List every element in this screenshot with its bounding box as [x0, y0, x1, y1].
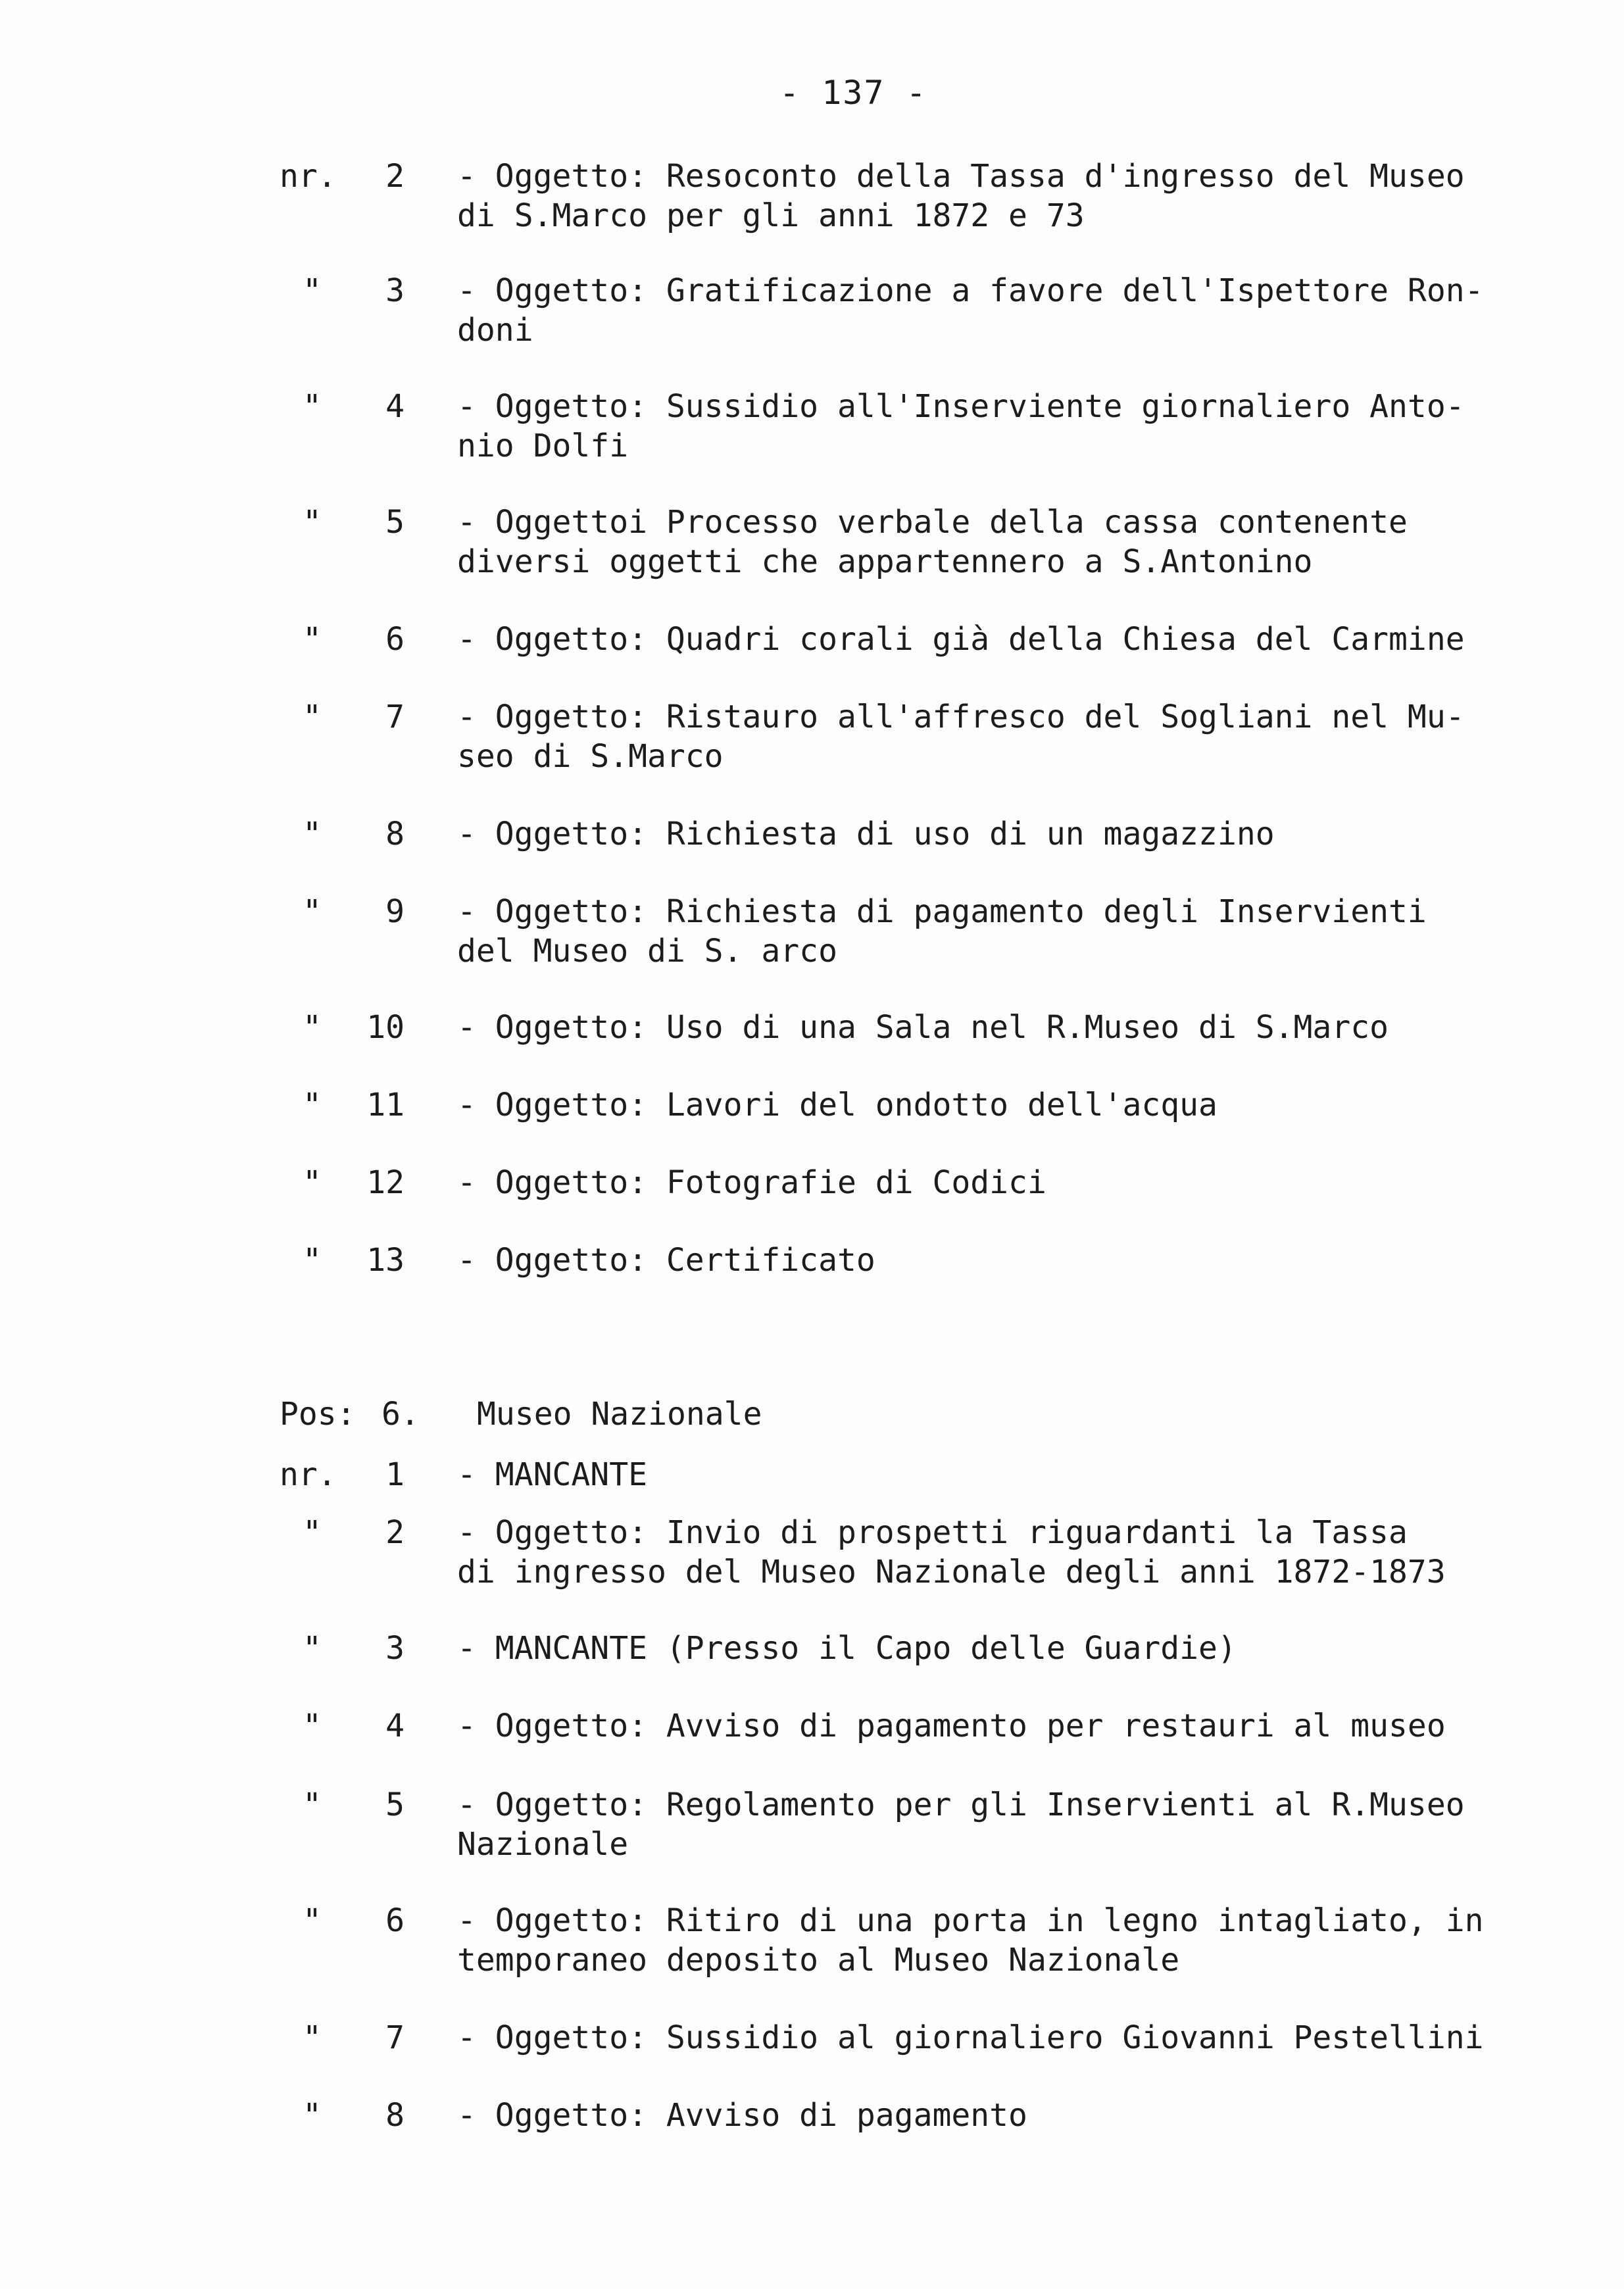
ditto-mark: ": [303, 1630, 322, 1667]
entry-prefix: nr.: [280, 158, 337, 195]
page-number: - 137 -: [779, 74, 927, 112]
ditto-mark: ": [303, 2097, 322, 2134]
entry-number: 11: [366, 1087, 405, 1123]
entry-text: - Oggettoi Processo verbale della cassa contenente diversi oggetti che appartennero a S.Antonino: [457, 504, 1408, 580]
entry-text: - Oggetto: Avviso di pagamento: [457, 2097, 1027, 2134]
entry-number: 10: [366, 1009, 405, 1046]
entry-number: 12: [366, 1164, 405, 1201]
entry-text: - Oggetto: Uso di una Sala nel R.Museo di S.Marco: [457, 1009, 1389, 1046]
entry-number: 13: [366, 1242, 405, 1279]
section-title: Museo Nazionale: [477, 1396, 762, 1433]
ditto-mark: ": [303, 272, 322, 309]
section-number: 6.: [381, 1396, 420, 1433]
ditto-mark: ": [303, 2019, 322, 2056]
entry-number: 7: [385, 2019, 405, 2056]
entry-text: - Oggetto: Avviso di pagamento per restauri al museo: [457, 1708, 1446, 1744]
entry-number: 2: [385, 1514, 405, 1551]
entry-number: 5: [385, 504, 405, 541]
ditto-mark: ": [303, 1902, 322, 1939]
entry-text: - Oggetto: Gratificazione a favore dell'Ispettore Ron- doni: [457, 272, 1484, 349]
ditto-mark: ": [303, 1164, 322, 1201]
entry-number: 8: [385, 816, 405, 852]
ditto-mark: ": [303, 1087, 322, 1123]
entry-number: 5: [385, 1786, 405, 1823]
entry-number: 6: [385, 621, 405, 658]
entry-number: 8: [385, 2097, 405, 2134]
ditto-mark: ": [303, 621, 322, 658]
ditto-mark: ": [303, 816, 322, 852]
entry-number: 6: [385, 1902, 405, 1939]
entry-text: - Oggetto: Ristauro all'affresco del Sogliani nel Mu- seo di S.Marco: [457, 699, 1465, 775]
entry-number: 1: [385, 1456, 405, 1493]
entry-text: - Oggetto: Richiesta di pagamento degli Inservienti del Museo di S. arco: [457, 893, 1427, 970]
entry-number: 3: [385, 272, 405, 309]
ditto-mark: ": [303, 1514, 322, 1551]
entry-text: - Oggetto: Quadri corali già della Chiesa del Carmine: [457, 621, 1465, 658]
entry-text: - Oggetto: Sussidio al giornaliero Giovanni Pestellini: [457, 2019, 1484, 2056]
entry-text: - Oggetto: Certificato: [457, 1242, 875, 1279]
entry-text: - Oggetto: Sussidio all'Inserviente giornaliero Anto- nio Dolfi: [457, 388, 1465, 464]
entry-number: 4: [385, 388, 405, 425]
entry-number: 7: [385, 699, 405, 735]
entry-text: - Oggetto: Regolamento per gli Inservienti al R.Museo Nazionale: [457, 1786, 1465, 1863]
entry-text: - Oggetto: Fotografie di Codici: [457, 1164, 1046, 1201]
section-prefix: Pos:: [280, 1396, 356, 1433]
ditto-mark: ": [303, 504, 322, 541]
entry-text: - Oggetto: Richiesta di uso di un magazzino: [457, 816, 1275, 852]
entry-text: - Oggetto: Lavori del ondotto dell'acqua: [457, 1087, 1218, 1123]
entry-text: - Oggetto: Ritiro di una porta in legno intagliato, in temporaneo deposito al Museo Nazionale: [457, 1902, 1484, 1979]
entry-number: 4: [385, 1708, 405, 1744]
entry-prefix: nr.: [280, 1456, 337, 1493]
entry-text: - Oggetto: Invio di prospetti riguardanti la Tassa di ingresso del Museo Nazionale degli anni 1872-1873: [457, 1514, 1446, 1590]
ditto-mark: ": [303, 388, 322, 425]
entry-text: - MANCANTE (Presso il Capo delle Guardie): [457, 1630, 1237, 1667]
entry-text: - Oggetto: Resoconto della Tassa d'ingresso del Museo di S.Marco per gli anni 1872 e 73: [457, 158, 1465, 234]
ditto-mark: ": [303, 1009, 322, 1046]
ditto-mark: ": [303, 893, 322, 930]
ditto-mark: ": [303, 1708, 322, 1744]
entry-number: 9: [385, 893, 405, 930]
ditto-mark: ": [303, 1242, 322, 1279]
ditto-mark: ": [303, 699, 322, 735]
entry-number: 2: [385, 158, 405, 195]
ditto-mark: ": [303, 1786, 322, 1823]
entry-number: 3: [385, 1630, 405, 1667]
entry-text: - MANCANTE: [457, 1456, 647, 1493]
